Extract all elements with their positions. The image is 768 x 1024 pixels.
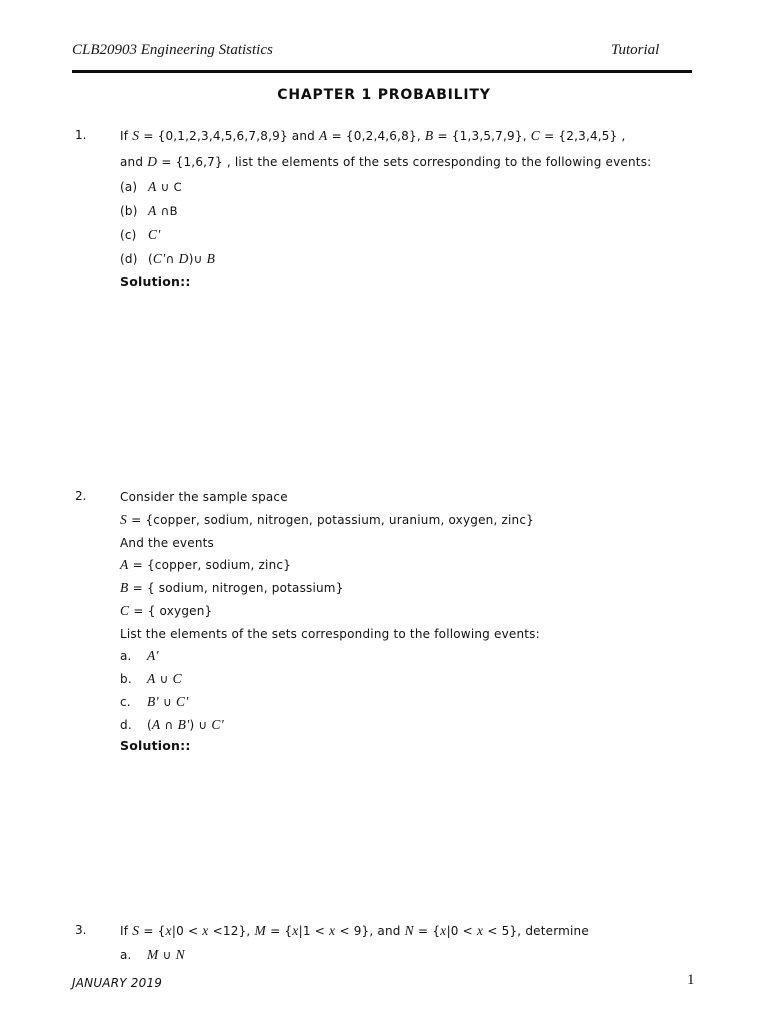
text-run: ∪	[158, 694, 176, 709]
text-run: ∩	[165, 252, 179, 266]
question-3	[75, 918, 715, 966]
text-run: = {copper, sodium, zinc}	[128, 558, 292, 573]
math-variable: S	[132, 923, 140, 938]
math-variable: N	[175, 947, 186, 962]
question-1-text-line	[120, 122, 715, 148]
math-variable: S	[120, 511, 128, 527]
text-run: ∩	[160, 717, 178, 732]
text-run: = { oxygen}	[129, 603, 213, 618]
text-run: |1 <	[298, 924, 330, 938]
question-2-item-a	[120, 644, 715, 667]
question-2	[75, 485, 715, 758]
item-formula	[148, 224, 161, 243]
math-variable: x	[329, 923, 336, 938]
text-run: = {0,2,4,6,8},	[327, 129, 425, 143]
item-label: c.	[120, 694, 131, 709]
text-run: If	[120, 129, 133, 143]
item-formula	[147, 714, 224, 733]
math-variable: A	[147, 671, 156, 686]
item-formula	[147, 645, 159, 664]
math-variable: x	[202, 923, 209, 938]
question-2-text-line	[120, 531, 715, 554]
question-2-text-line	[120, 485, 715, 508]
math-variable: M	[254, 923, 267, 938]
item-formula	[148, 200, 178, 219]
question-1-solution-label: Solution::	[120, 274, 191, 289]
header-course-title: CLB20903 Engineering Statistics	[72, 42, 273, 58]
math-variable: C'	[152, 251, 166, 266]
question-2-solution-label: Solution::	[120, 738, 191, 754]
math-variable: A	[151, 716, 161, 732]
math-variable: C	[120, 602, 130, 618]
text-run: ∪	[156, 180, 174, 194]
item-formula	[147, 691, 189, 710]
text-run: = {0,1,2,3,4,5,6,7,8,9} and	[139, 129, 319, 143]
math-variable: x	[292, 923, 299, 938]
item-formula	[147, 668, 182, 687]
math-variable: A	[148, 203, 157, 218]
text-run: = {copper, sodium, nitrogen, potassium, uranium, oxygen, zinc}	[127, 512, 534, 527]
question-2-text-line	[120, 622, 715, 645]
chapter-title: CHAPTER 1 PROBABILITY	[277, 87, 491, 103]
item-label: a.	[120, 948, 132, 962]
math-variable: N	[404, 923, 415, 938]
text-run: = {1,3,5,7,9},	[433, 129, 531, 143]
text-run: |0 <	[171, 924, 203, 938]
math-variable: B'	[147, 693, 159, 709]
text-run: ∪	[158, 948, 176, 962]
item-label: a.	[120, 649, 132, 664]
question-2-event-b	[120, 576, 715, 599]
header-tutorial-label: Tutorial	[611, 42, 660, 58]
text-run: and	[120, 155, 148, 169]
text-run: (	[148, 252, 153, 266]
question-2-item-d	[120, 713, 715, 736]
item-label: (a)	[120, 180, 138, 194]
question-2-item-b	[120, 667, 715, 690]
math-variable: D	[178, 251, 189, 266]
text-run: = {	[266, 924, 293, 938]
item-label: (b)	[120, 204, 138, 218]
question-2-item-c	[120, 690, 715, 713]
text-run: ) ∪	[189, 717, 212, 732]
question-1-item-c	[120, 222, 715, 246]
math-variable: M	[147, 947, 159, 962]
math-variable: D	[147, 154, 158, 169]
text-run: <12},	[208, 924, 255, 938]
text-run: C	[173, 180, 182, 194]
math-variable: A'	[147, 648, 159, 664]
item-label: (c)	[120, 228, 137, 242]
question-2-event-c	[120, 599, 715, 622]
math-variable: S	[132, 128, 140, 143]
text-run: )∪	[188, 252, 207, 266]
text-run: ∪	[155, 672, 173, 686]
math-variable: x	[440, 923, 447, 938]
text-run: If	[120, 924, 133, 938]
math-variable: B	[120, 580, 129, 595]
item-label: d.	[120, 717, 132, 732]
item-formula	[148, 176, 182, 195]
question-1-number: 1.	[75, 128, 87, 142]
math-variable: C'	[175, 693, 189, 709]
question-3-text-line	[120, 918, 715, 942]
math-variable: C	[172, 671, 183, 686]
math-variable: x	[476, 923, 484, 938]
text-run: = {	[139, 924, 166, 938]
item-label: b.	[120, 672, 132, 686]
text-run: = { sodium, nitrogen, potassium}	[128, 581, 344, 595]
text-run: Consider the sample space	[120, 490, 288, 504]
math-variable: B	[424, 128, 434, 143]
text-run: List the elements of the sets corresponding to the following events:	[120, 626, 540, 641]
question-1	[75, 122, 715, 294]
math-variable: C'	[211, 716, 225, 732]
question-2-sample-space	[120, 508, 715, 531]
question-1-item-d	[120, 246, 715, 270]
question-2-number: 2.	[75, 489, 87, 503]
text-run: = {1,6,7} , list the elements of the sets corresponding to the following events:	[157, 155, 652, 169]
math-variable: A	[148, 179, 157, 194]
question-3-number: 3.	[75, 923, 87, 937]
text-run: And the events	[120, 535, 214, 550]
item-label: (d)	[120, 252, 138, 266]
question-1-item-b	[120, 198, 715, 222]
text-run: ∩	[156, 204, 170, 218]
text-run: |0 <	[446, 924, 477, 938]
text-run: = {	[414, 924, 441, 938]
header-rule	[72, 70, 692, 73]
text-run: = {2,3,4,5} ,	[540, 129, 626, 143]
question-2-event-a	[120, 553, 715, 576]
question-1-item-a	[120, 174, 715, 198]
question-1-text-line	[120, 148, 715, 174]
math-variable: B	[206, 251, 216, 266]
question-3-item-a	[120, 942, 715, 966]
page-number: 1	[687, 972, 695, 988]
math-variable: A	[318, 128, 328, 143]
math-variable: x	[165, 923, 172, 938]
math-variable: C	[530, 128, 541, 143]
text-run: B	[169, 204, 178, 218]
math-variable: A	[120, 557, 129, 573]
text-run: (	[147, 717, 152, 732]
math-variable: B'	[177, 716, 190, 732]
text-run: < 5}, determine	[483, 924, 589, 938]
item-formula	[148, 248, 215, 267]
text-run: < 9}, and	[335, 924, 405, 938]
item-formula	[147, 944, 185, 963]
footer-date: JANUARY 2019	[72, 976, 163, 990]
math-variable: C'	[148, 227, 161, 242]
